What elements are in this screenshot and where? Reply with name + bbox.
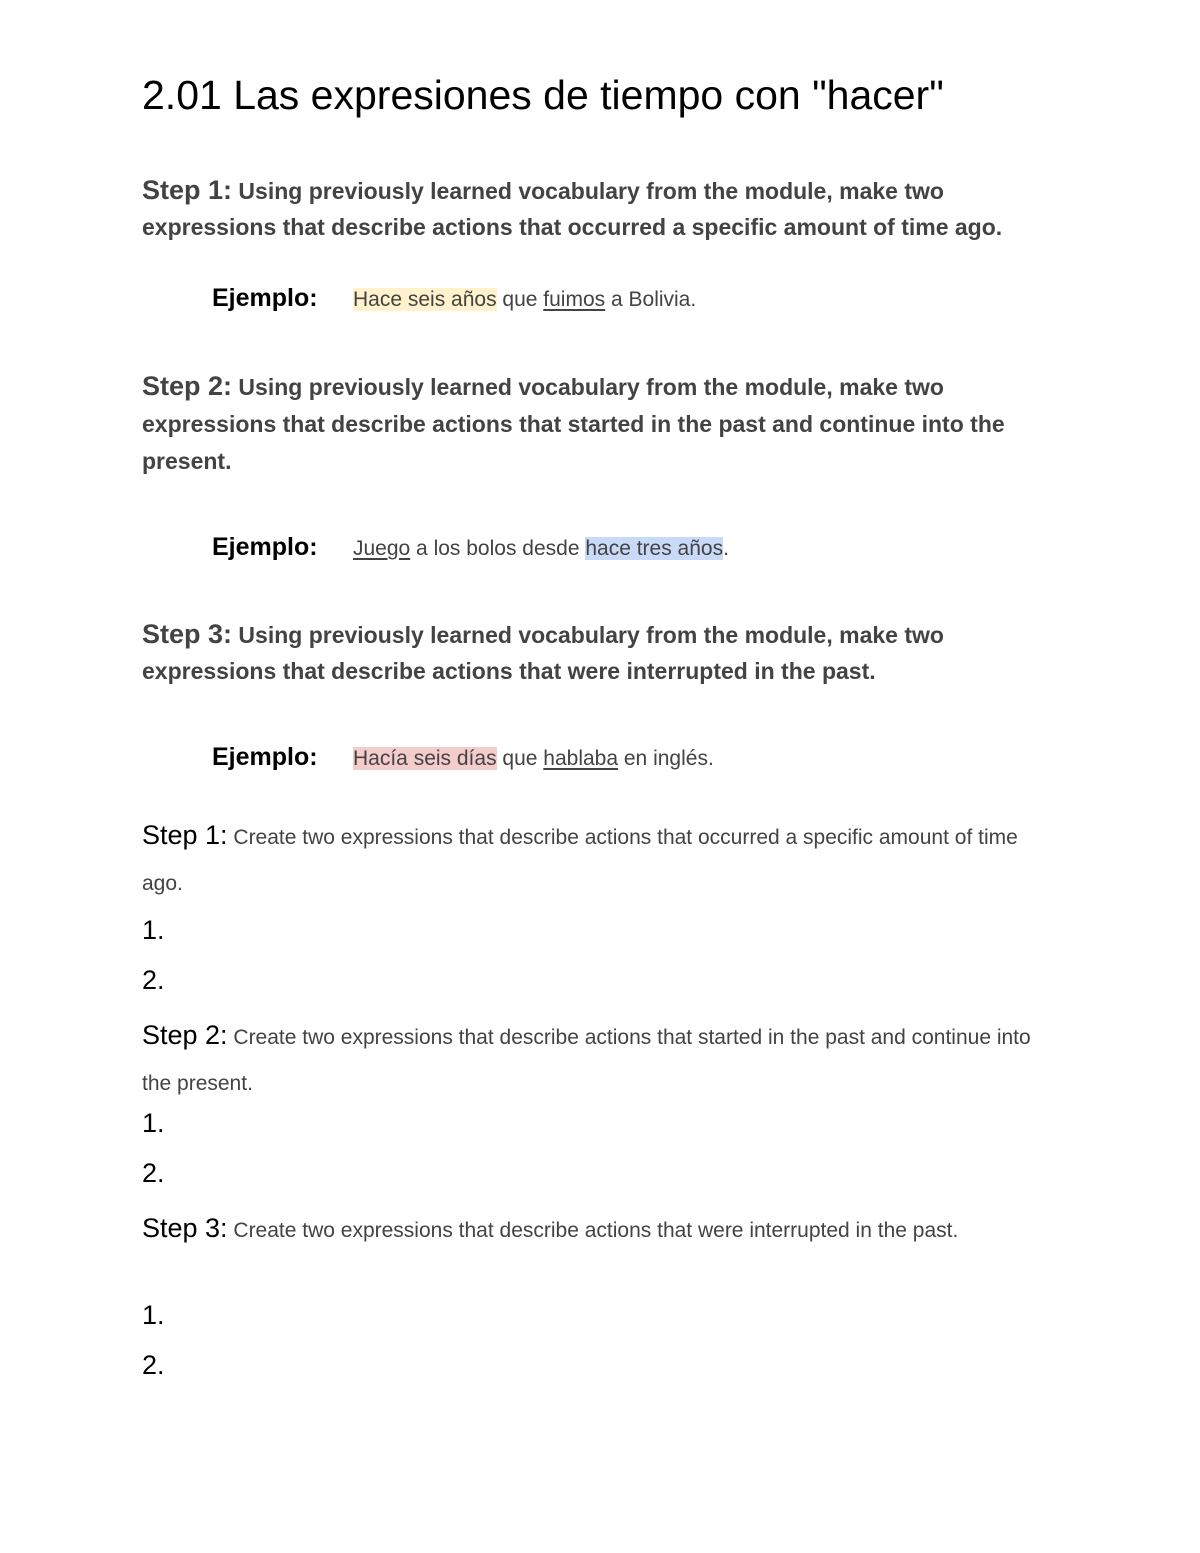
underlined-verb: Juego: [353, 537, 411, 560]
instruction-text: Using previously learned vocabulary from the module, make two expressions that describe actions that started in the past and continue into the present.: [142, 374, 1005, 474]
example-text: .: [723, 537, 729, 560]
highlight-phrase: Hacía seis días: [353, 747, 497, 770]
step-label: Step 2:: [142, 1020, 228, 1050]
example-text: que: [496, 747, 544, 770]
task-text: Create two expressions that describe actions that started in the past and continue into the present.: [142, 1026, 1031, 1095]
example-text: que: [496, 288, 544, 311]
answer-line-1: 1.: [142, 915, 165, 945]
instruction-step-2: [142, 368, 1052, 480]
step-label: Step 2:: [142, 371, 233, 401]
highlight-phrase: hace tres años: [585, 537, 724, 560]
step-label: Step 1:: [142, 820, 228, 850]
underlined-verb: fuimos: [543, 288, 606, 311]
example-2: [212, 533, 729, 562]
example-text: a los bolos desde: [410, 537, 586, 560]
task-step-2: [142, 1012, 1062, 1107]
answer-line-2: 2.: [142, 965, 165, 995]
step-label: Step 3:: [142, 1213, 228, 1243]
example-text: en inglés.: [618, 747, 714, 770]
instruction-text: Using previously learned vocabulary from the module, make two expressions that describe actions that occurred a specific amount of time ago.: [142, 178, 1003, 240]
example-3: [212, 743, 714, 772]
page-title: 2.01 Las expresiones de tiempo con "hacer": [142, 72, 944, 118]
example-label: Ejemplo:: [212, 743, 318, 771]
instruction-step-3: [142, 616, 1052, 689]
task-step-1: [142, 812, 1062, 907]
answer-line-2: 2.: [142, 1350, 165, 1380]
instruction-step-1: [142, 172, 1052, 245]
task-text: Create two expressions that describe actions that were interrupted in the past.: [227, 1219, 959, 1242]
answer-line-1: 1.: [142, 1108, 165, 1138]
example-1: [212, 284, 696, 313]
answer-line-2: 2.: [142, 1158, 165, 1188]
answer-line-1: 1.: [142, 1300, 165, 1330]
example-label: Ejemplo:: [212, 284, 318, 312]
example-text: a Bolivia.: [605, 288, 697, 311]
step-label: Step 3:: [142, 619, 233, 649]
example-label: Ejemplo:: [212, 533, 318, 561]
highlight-phrase: Hace seis años: [353, 288, 497, 311]
step-label: Step 1:: [142, 175, 233, 205]
task-step-3: [142, 1205, 1062, 1254]
instruction-text: Using previously learned vocabulary from the module, make two expressions that describe actions that were interrupted in the past.: [142, 622, 944, 684]
task-text: Create two expressions that describe actions that occurred a specific amount of time ago.: [142, 826, 1018, 895]
underlined-verb: hablaba: [543, 747, 619, 770]
